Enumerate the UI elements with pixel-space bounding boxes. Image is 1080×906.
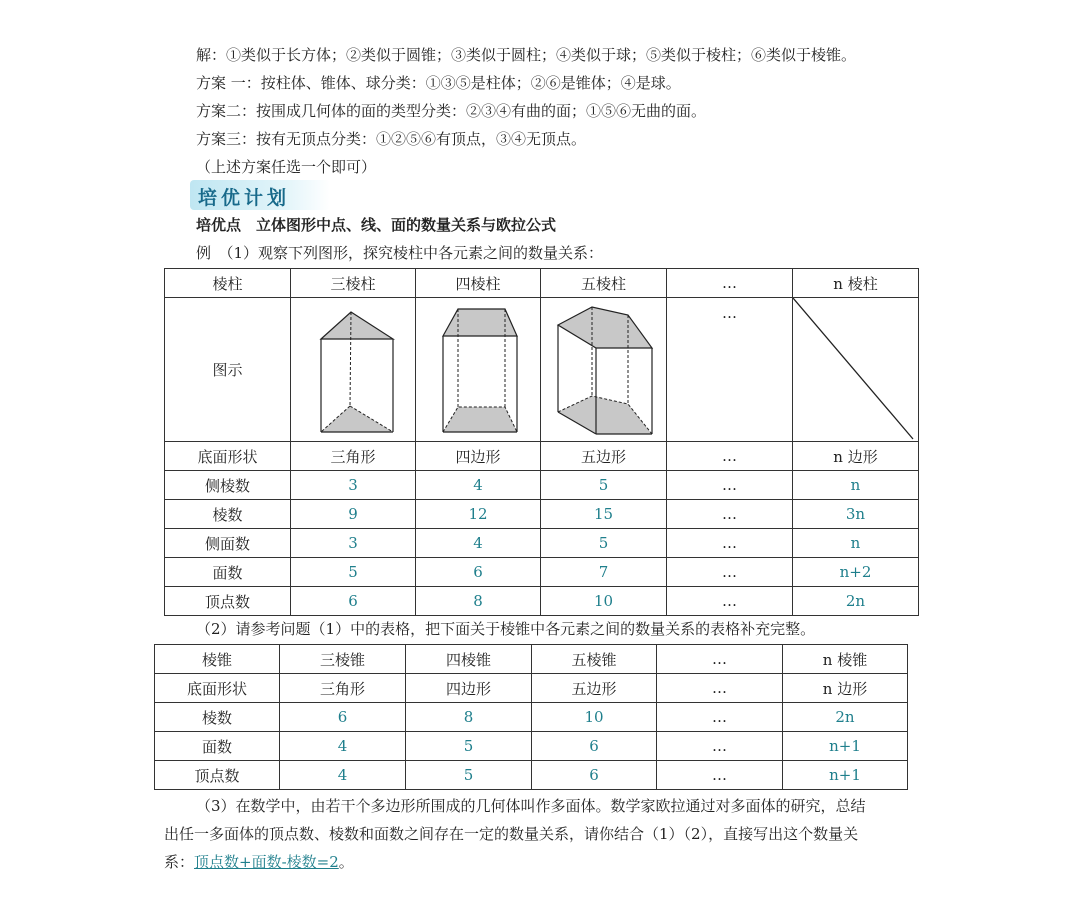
table-row bbox=[165, 529, 919, 558]
table-cell: 6 bbox=[291, 587, 416, 616]
table-cell: 15 bbox=[541, 500, 667, 529]
pyramid-header-cell: 棱锥 bbox=[155, 645, 280, 674]
table-cell: n+2 bbox=[793, 558, 919, 587]
prism-header-cell: 四棱柱 bbox=[416, 269, 541, 298]
table-cell: 7 bbox=[541, 558, 667, 587]
row-label: 棱数 bbox=[165, 500, 291, 529]
table-cell: 4 bbox=[280, 761, 406, 790]
row-label: 底面形状 bbox=[165, 442, 291, 471]
table-cell: n 边形 bbox=[793, 442, 919, 471]
table-cell: 10 bbox=[532, 703, 657, 732]
triangular-prism-figure-cell bbox=[291, 298, 416, 442]
table-cell: 6 bbox=[416, 558, 541, 587]
pyramid-header-cell: 四棱锥 bbox=[406, 645, 532, 674]
table-row bbox=[155, 674, 908, 703]
table-row bbox=[165, 500, 919, 529]
table-cell: 2n bbox=[783, 703, 908, 732]
row-label: 顶点数 bbox=[165, 587, 291, 616]
table-cell: … bbox=[667, 442, 793, 471]
table-cell: 5 bbox=[291, 558, 416, 587]
table-cell: 4 bbox=[280, 732, 406, 761]
n-prism-figure-cell bbox=[793, 298, 919, 442]
prism-header-cell: … bbox=[667, 269, 793, 298]
table-cell: 5 bbox=[541, 471, 667, 500]
triangular-prism-figure bbox=[293, 300, 413, 440]
pyramid-table bbox=[154, 644, 908, 790]
table-row bbox=[165, 587, 919, 616]
table-cell: 五边形 bbox=[541, 442, 667, 471]
table-cell: … bbox=[657, 761, 783, 790]
part3-suffix: 。 bbox=[338, 853, 354, 871]
table-cell: … bbox=[667, 529, 793, 558]
table-cell: 10 bbox=[541, 587, 667, 616]
table-row bbox=[155, 732, 908, 761]
table-cell: 6 bbox=[532, 761, 657, 790]
table-row bbox=[165, 471, 919, 500]
table-cell: 五边形 bbox=[532, 674, 657, 703]
pentagonal-prism-figure bbox=[544, 300, 664, 440]
table-cell: … bbox=[657, 732, 783, 761]
table-cell: 8 bbox=[416, 587, 541, 616]
table-cell: … bbox=[667, 500, 793, 529]
table-row bbox=[155, 761, 908, 790]
prism-header-cell: 棱柱 bbox=[165, 269, 291, 298]
row-label: 侧面数 bbox=[165, 529, 291, 558]
table-cell: 2n bbox=[793, 587, 919, 616]
section-title: 培优计划 bbox=[198, 187, 291, 209]
table-row bbox=[165, 558, 919, 587]
table-row bbox=[155, 703, 908, 732]
prism-header-cell: 三棱柱 bbox=[291, 269, 416, 298]
part3-prefix: 系： bbox=[164, 853, 195, 871]
table-cell: n bbox=[793, 471, 919, 500]
row-label: 面数 bbox=[165, 558, 291, 587]
euler-formula-answer: 顶点数+面数-棱数=2 bbox=[194, 853, 339, 871]
table-cell: 12 bbox=[416, 500, 541, 529]
square-prism-figure-cell bbox=[416, 298, 541, 442]
pyramid-header-cell: n 棱锥 bbox=[783, 645, 908, 674]
table-cell: 6 bbox=[280, 703, 406, 732]
table-cell: 三角形 bbox=[280, 674, 406, 703]
table-row bbox=[165, 442, 919, 471]
diagonal-slash bbox=[793, 298, 919, 441]
table-cell: … bbox=[657, 674, 783, 703]
part3-line-1: （3）在数学中，由若干个多边形所围成的几何体叫作多面体。数学家欧拉通过对多面体的研究，总结 bbox=[196, 797, 866, 815]
solution-line-5: （上述方案任选一个即可） bbox=[196, 158, 377, 176]
section-title-badge bbox=[190, 180, 330, 210]
row-label: 顶点数 bbox=[155, 761, 280, 790]
table-cell: 6 bbox=[532, 732, 657, 761]
figure-ellipsis-cell: … bbox=[667, 298, 793, 442]
solution-line-2: 方案 一：按柱体、锥体、球分类：①③⑤是柱体；②⑥是锥体；④是球。 bbox=[196, 74, 681, 92]
row-label: 面数 bbox=[155, 732, 280, 761]
solution-line-1: 解：①类似于长方体；②类似于圆锥；③类似于圆柱；④类似于球；⑤类似于棱柱；⑥类似于棱锥。 bbox=[196, 46, 857, 64]
table-cell: 5 bbox=[406, 732, 532, 761]
prism-header-cell: 五棱柱 bbox=[541, 269, 667, 298]
table-cell: n+1 bbox=[783, 732, 908, 761]
table-cell: 4 bbox=[416, 529, 541, 558]
table-cell: 5 bbox=[406, 761, 532, 790]
table-cell: 四边形 bbox=[406, 674, 532, 703]
table-cell: 4 bbox=[416, 471, 541, 500]
prism-table bbox=[164, 268, 919, 616]
table-cell: n+1 bbox=[783, 761, 908, 790]
part2-intro: （2）请参考问题（1）中的表格，把下面关于棱锥中各元素之间的数量关系的表格补充完整。 bbox=[196, 620, 816, 638]
table-cell: 5 bbox=[541, 529, 667, 558]
table-cell: … bbox=[667, 558, 793, 587]
pyramid-header-row bbox=[155, 645, 908, 674]
table-cell: 9 bbox=[291, 500, 416, 529]
table-cell: 三角形 bbox=[291, 442, 416, 471]
pentagonal-prism-figure-cell bbox=[541, 298, 667, 442]
part3-line-3 bbox=[164, 851, 354, 873]
table-cell: 3 bbox=[291, 529, 416, 558]
pyramid-header-cell: 五棱锥 bbox=[532, 645, 657, 674]
row-label: 棱数 bbox=[155, 703, 280, 732]
table-cell: n bbox=[793, 529, 919, 558]
solution-line-3: 方案二：按围成几何体的面的类型分类：②③④有曲的面；①⑤⑥无曲的面。 bbox=[196, 102, 707, 120]
figure-row-label: 图示 bbox=[165, 298, 291, 442]
prism-header-cell: n 棱柱 bbox=[793, 269, 919, 298]
part3-line-2: 出任一多面体的顶点数、棱数和面数之间存在一定的数量关系，请你结合（1）（2），直接写出这个数量关 bbox=[164, 825, 859, 843]
square-prism-figure bbox=[418, 300, 538, 440]
prism-figure-row bbox=[165, 298, 919, 442]
row-label: 底面形状 bbox=[155, 674, 280, 703]
table-cell: … bbox=[667, 587, 793, 616]
subheading: 培优点 立体图形中点、线、面的数量关系与欧拉公式 bbox=[196, 216, 557, 234]
table-cell: … bbox=[657, 703, 783, 732]
pyramid-header-cell: … bbox=[657, 645, 783, 674]
example-intro: 例 （1）观察下列图形，探究棱柱中各元素之间的数量关系： bbox=[196, 244, 604, 262]
solution-line-4: 方案三：按有无顶点分类：①②⑤⑥有顶点，③④无顶点。 bbox=[196, 130, 587, 148]
pyramid-header-cell: 三棱锥 bbox=[280, 645, 406, 674]
row-label: 侧棱数 bbox=[165, 471, 291, 500]
table-cell: 3n bbox=[793, 500, 919, 529]
table-cell: 3 bbox=[291, 471, 416, 500]
table-cell: 8 bbox=[406, 703, 532, 732]
table-cell: … bbox=[667, 471, 793, 500]
table-cell: n 边形 bbox=[783, 674, 908, 703]
table-cell: 四边形 bbox=[416, 442, 541, 471]
prism-header-row bbox=[165, 269, 919, 298]
